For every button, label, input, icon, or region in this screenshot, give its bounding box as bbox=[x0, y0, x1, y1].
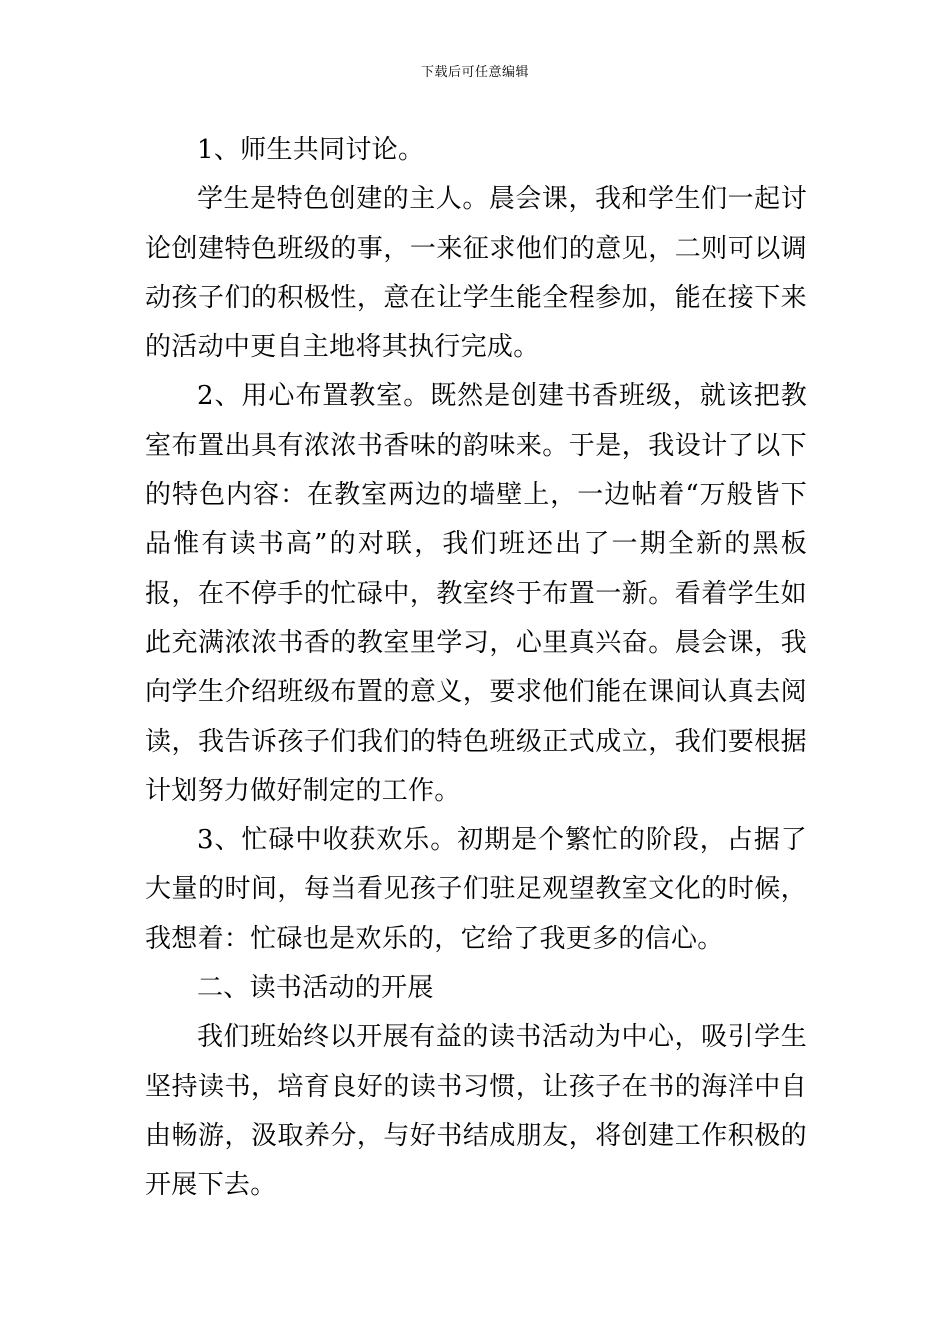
paragraph-reading-activities: 我们班始终以开展有益的读书活动为中心，吸引学生坚持读书，培育良好的读书习惯，让孩子在书的海洋中自由畅游，汲取养分，与好书结成朋友，将创建工作积极的开展下去。 bbox=[145, 1022, 807, 1201]
paragraph-busy-joy: 3、忙碌中收获欢乐。初期是个繁忙的阶段，占据了大量的时间，每当看见孩子们驻足观望教室文化的时候，我想着：忙碌也是欢乐的，它给了我更多的信心。 bbox=[145, 825, 807, 954]
document-body bbox=[145, 126, 807, 1211]
page-header: 下载后可任意编辑 bbox=[420, 65, 529, 80]
paragraph-discussion: 学生是特色创建的主人。晨会课，我和学生们一起讨论创建特色班级的事，一来征求他们的意见，二则可以调动孩子们的积极性，意在让学生能全程参加，能在接下来的活动中更自主地将其执行完成。 bbox=[145, 184, 807, 363]
paragraph-item-1-heading: 1、师生共同讨论。 bbox=[197, 135, 425, 165]
section-heading-reading-activities: 二、读书活动的开展 bbox=[197, 973, 434, 1004]
paragraph-classroom-layout: 2、用心布置教室。既然是创建书香班级，就该把教室布置出具有浓浓书香味的韵味来。于是，我设计了以下的特色内容：在教室两边的墙壁上，一边帖着“万般皆下品惟有读书高”的对联，我们班还出了一期全新的黑板报，在不停手的忙碌中，教室终于布置一新。看着学生如此充满浓浓书香的教室里学习，心里真兴奋。晨会课，我向学生介绍班级布置的意义，要求他们能在课间认真去阅读，我告诉孩子们我们的特色班级正式成立，我们要根据计划努力做好制定的工作。 bbox=[145, 381, 807, 806]
